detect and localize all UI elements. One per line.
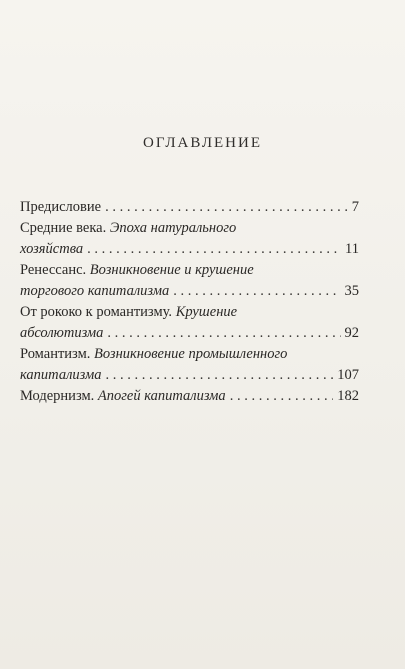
entry-subtitle: Крушение — [175, 304, 238, 320]
entry-subtitle: Возникновение и крушение — [89, 262, 254, 278]
toc-entry-renaissance — [20, 260, 359, 302]
entry-title: Ренессанс. — [20, 262, 90, 278]
entry-subtitle: Апогей капитализма — [97, 388, 226, 404]
toc-entry-modernism — [20, 386, 359, 407]
toc-entry-romanticism — [20, 344, 359, 386]
entry-title: От рококо к романтизму. — [20, 304, 176, 320]
page-number: 92 — [344, 325, 359, 341]
toc-entry-preface — [20, 197, 359, 218]
page-number: 182 — [337, 388, 359, 404]
page-number: 7 — [351, 199, 359, 215]
table-of-contents — [20, 197, 359, 407]
toc-entry-rococo — [20, 302, 359, 344]
leader-dots — [107, 323, 340, 344]
entry-subtitle-cont: капитализма — [20, 367, 102, 383]
entry-subtitle-cont: абсолютизма — [20, 325, 104, 341]
entry-subtitle: Эпоха натурального — [109, 220, 237, 236]
leader-dots — [105, 365, 333, 386]
entry-subtitle-cont: хозяйства — [20, 241, 84, 257]
entry-subtitle: Возникновение промышленного — [94, 346, 288, 362]
leader-dots — [173, 281, 340, 302]
entry-title: Средние века. — [20, 220, 110, 236]
leader-dots — [105, 197, 348, 218]
entry-subtitle-cont: торгового капитализма — [20, 283, 170, 299]
leader-dots — [230, 386, 334, 407]
entry-title: Модернизм. — [20, 388, 98, 404]
page-number: 35 — [344, 283, 359, 299]
page-number: 107 — [337, 367, 359, 383]
toc-entry-middle-ages — [20, 218, 359, 260]
page-number: 11 — [345, 241, 359, 257]
entry-title: Предисловие — [20, 199, 102, 215]
entry-title: Романтизм. — [20, 346, 94, 362]
toc-title: оглавление — [143, 128, 262, 152]
leader-dots — [87, 239, 341, 260]
